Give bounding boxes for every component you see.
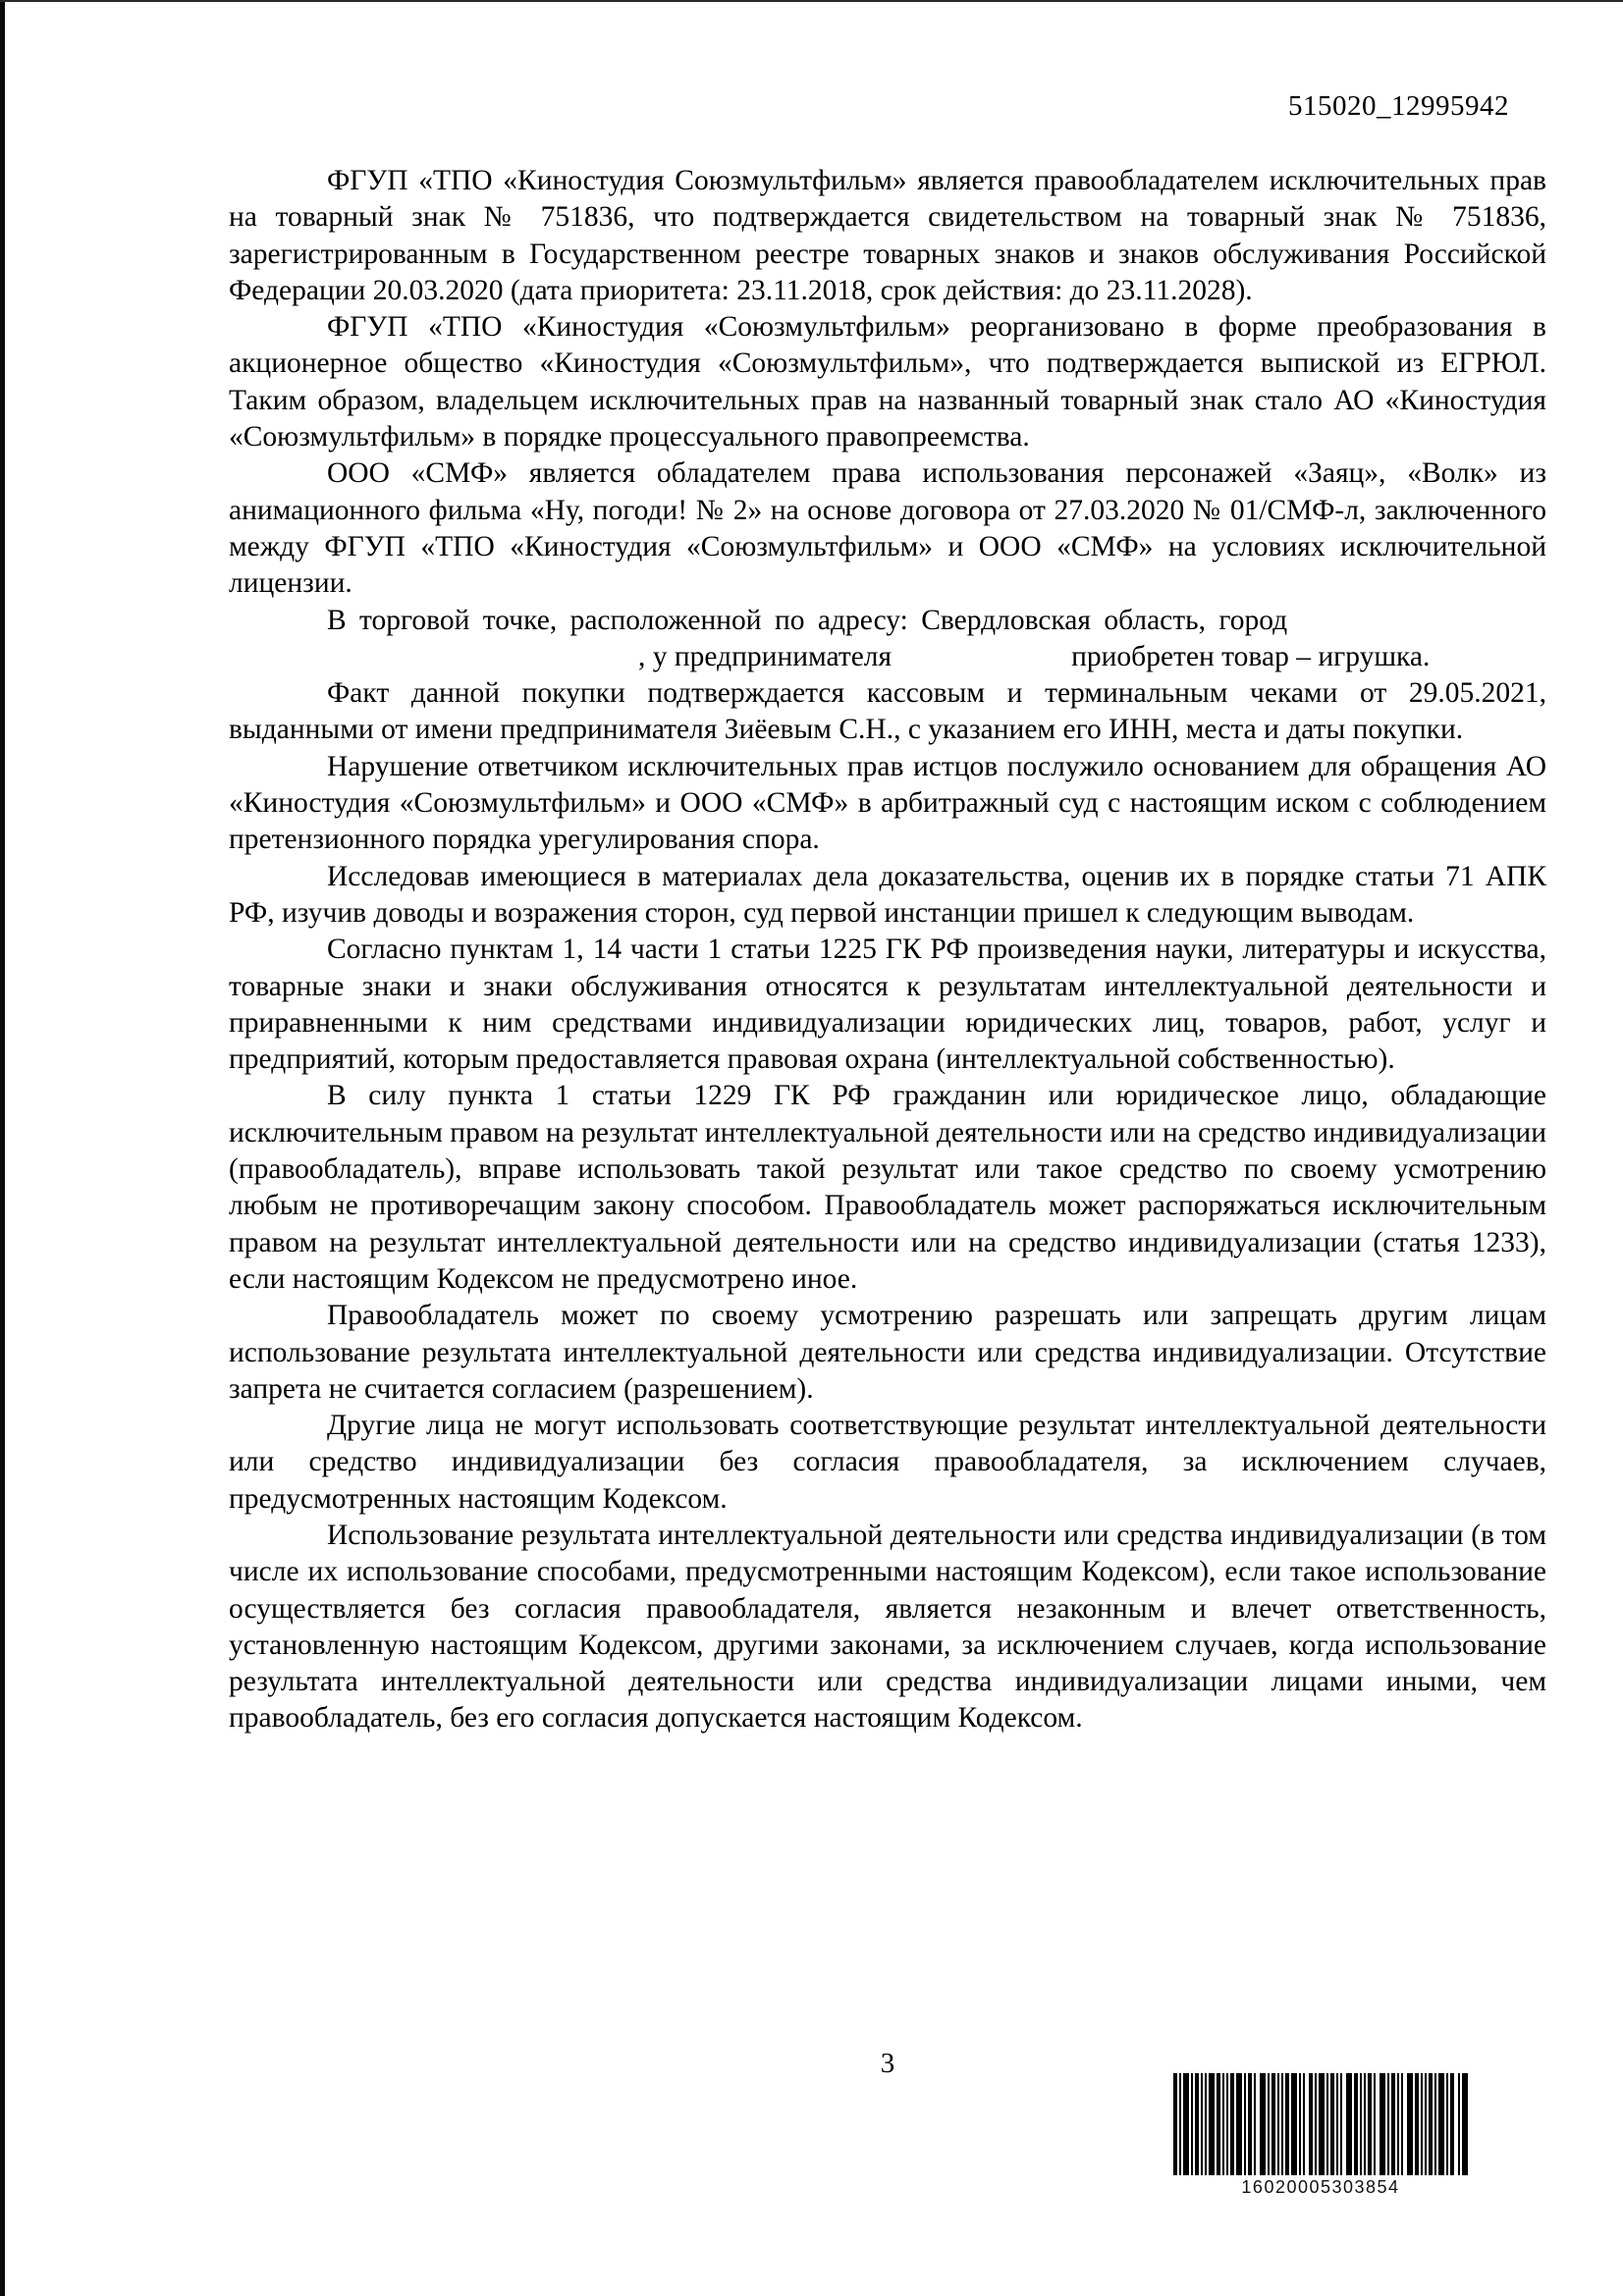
paragraph-gk-1225: Согласно пунктам 1, 14 части 1 статьи 1225 ГК РФ произведения науки, литературы и искусства, товарные знаки и знаки обслуживания относятся к результатам интеллектуальной деятельности и приравненными к ним средствами индивидуализации юридических лиц, товаров, работ, услуг и предприятий, которым предоставляется правовая охрана (интеллектуальной собственностью). bbox=[229, 934, 1546, 1076]
paragraph-gk-1229: В силу пункта 1 статьи 1229 ГК РФ гражданин или юридическое лицо, обладающие исключительным правом на результат интеллектуальной деятельности или на средство индивидуализации (правообладатель), вправе использовать такой результат или такое средство по своему усмотрению любым не противоречащим закону способом. Правообладатель может распоряжаться исключительным правом на результат интеллектуальной деятельности или на средство индивидуализации (статья 1233), если настоящим Кодексом не предусмотрено иное. bbox=[229, 1080, 1546, 1295]
barcode bbox=[1173, 2073, 1468, 2198]
paragraph-violation-claim: Нарушение ответчиком исключительных прав истцов послужило основанием для обращения АО «Киностудия «Союзмультфильм» и ООО «СМФ» в арбитражный суд с настоящим иском с соблюдением претензионного порядка урегулирования спора. bbox=[229, 750, 1546, 856]
paragraph-reorganization: ФГУП «ТПО «Киностудия «Союзмультфильм» реорганизовано в форме преобразования в акционерное общество «Киностудия «Союзмультфильм», что подтверждается выпиской из ЕГРЮЛ. Таким образом, владельцем исключительных прав на названный товарный знак стало АО «Киностудия «Союзмультфильм» в порядке процессуального правопреемства. bbox=[229, 311, 1546, 454]
redacted-line-2-prefix: , у предпринимателя bbox=[638, 640, 893, 672]
page-number: 3 bbox=[880, 2048, 895, 2079]
paragraph-purchase-location-redacted bbox=[229, 603, 1546, 676]
paragraph-purchase-fact: Факт данной покупки подтверждается кассовым и терминальным чеками от 29.05.2021, выданными от имени предпринимателя Зиёевым С.Н., с указанием его ИНН, места и даты покупки. bbox=[229, 677, 1546, 746]
scan-artifact-top-edge bbox=[0, 0, 1623, 2]
paragraph-other-persons: Другие лица не могут использовать соответствующие результат интеллектуальной деятельности или средство индивидуализации без согласия правообладателя, за исключением случаев, предусмотренных настоящим Кодексом. bbox=[229, 1410, 1546, 1515]
document-body bbox=[229, 163, 1546, 1737]
barcode-bars bbox=[1173, 2073, 1468, 2175]
paragraph-court-review: Исследовав имеющиеся в материалах дела доказательства, оценив их в порядке статьи 71 АПК РФ, изучив доводы и возражения сторон, суд первой инстанции пришел к следующим выводам. bbox=[229, 860, 1546, 929]
redacted-line-2 bbox=[229, 639, 1546, 675]
document-id: 515020_12995942 bbox=[1288, 90, 1509, 122]
paragraph-trademark-ownership: ФГУП «ТПО «Киностудия Союзмультфильм» является правообладателем исключительных прав на товарный знак № 751836, что подтверждается свидетельством на товарный знак № 751836, зарегистрированным в Государственном реестре товарных знаков и знаков обслуживания Российской Федерации 20.03.2020 (дата приоритета: 23.11.2018, срок действия: до 23.11.2028). bbox=[229, 165, 1546, 306]
paragraph-unlawful-use: Использование результата интеллектуальной деятельности или средства индивидуализации (в том числе их использование способами, предусмотренными настоящим Кодексом), если такое использование осуществляется без согласия правообладателя, является незаконным и влечет ответственность, установленную настоящим Кодексом, другими законами, за исключением случаев, когда использование результата интеллектуальной деятельности или средства индивидуализации лицами иными, чем правообладатель, без его согласия допускается настоящим Кодексом. bbox=[229, 1519, 1546, 1735]
redacted-line-2-suffix: приобретен товар – игрушка. bbox=[1071, 640, 1431, 672]
paragraph-license-smf: ООО «СМФ» является обладателем права использования персонажей «Заяц», «Волк» из анимационного фильма «Ну, погоди! № 2» на основе договора от 27.03.2020 № 01/СМФ-л, заключенного между ФГУП «ТПО «Киностудия «Союзмультфильм» и ООО «СМФ» на условиях исключительной лицензии. bbox=[229, 457, 1546, 600]
redaction-gap-address bbox=[229, 665, 638, 666]
paragraph-rightsholder-permission: Правообладатель может по своему усмотрению разрешать или запрещать другим лицам использование результата интеллектуальной деятельности или средства индивидуализации. Отсутствие запрета не считается согласием (разрешением). bbox=[229, 1300, 1546, 1405]
barcode-value: 16020005303854 bbox=[1241, 2177, 1400, 2197]
redacted-line-1: В торговой точке, расположенной по адресу: Свердловская область, город bbox=[327, 604, 1288, 636]
redaction-gap-entrepreneur bbox=[892, 665, 1071, 666]
scan-artifact-left-edge bbox=[0, 0, 5, 2296]
